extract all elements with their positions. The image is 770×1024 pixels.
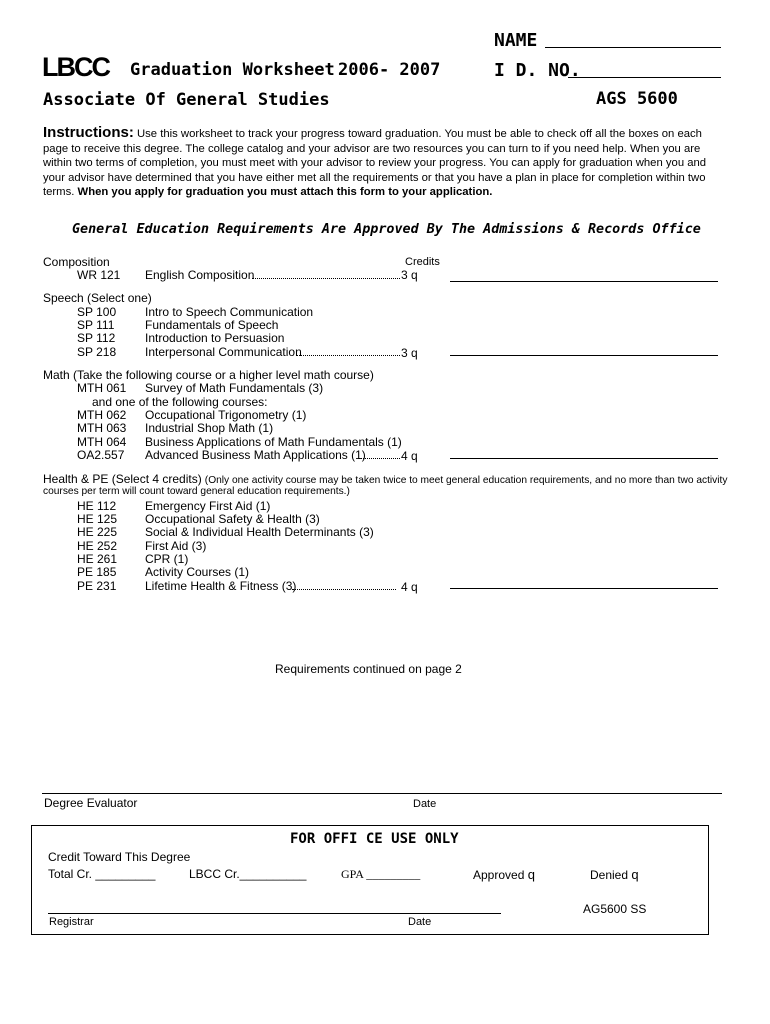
program-code: AGS 5600: [596, 89, 678, 109]
composition-signoff-line[interactable]: [450, 281, 718, 282]
evaluator-signature-line[interactable]: [42, 793, 722, 794]
name-field[interactable]: [545, 47, 721, 48]
health-note-2: courses per term will count toward general education requirements.): [43, 486, 350, 497]
health-credits[interactable]: 4 q: [401, 580, 418, 594]
denied-checkbox[interactable]: q: [631, 867, 639, 882]
name-label: NAME: [494, 30, 538, 51]
composition-credits[interactable]: 3 q: [401, 268, 418, 282]
instructions: Instructions: Use this worksheet to track your progress toward graduation. You must be able to check off all the boxes on each page to receive this degree. The college catalog and your advisor are two resources you can turn to if you need help. When you are within two terms of completion, you must meet with your advisor to review your progress. You can apply for graduation when you and your advisor have determined that you have either met all the requirements or that you have a plan in place for completion within two terms. When you apply for graduation you must attach this form to your application.: [43, 124, 707, 199]
continued-note: Requirements continued on page 2: [275, 662, 462, 676]
math-signoff-line[interactable]: [450, 458, 718, 459]
registrar-signature-line[interactable]: [48, 913, 501, 914]
speech-signoff-line[interactable]: [450, 355, 718, 356]
health-label: Health & PE (Select 4 credits): [43, 472, 202, 486]
math-label: Math (Take the following course or a higher level math course): [43, 368, 374, 382]
academic-year: 2006- 2007: [338, 60, 441, 80]
health-note: Health & PE (Select 4 credits) (Only one activity course may be taken twice to meet general education requirements, and no more than two activity: [43, 472, 728, 486]
instructions-label: Instructions:: [43, 124, 134, 141]
registrar-label: Registrar: [49, 916, 94, 928]
office-use-heading: FOR OFFI CE USE ONLY: [290, 831, 459, 847]
id-label: I D. NO.: [494, 60, 581, 81]
speech-label: Speech (Select one): [43, 291, 152, 305]
total-credits-field[interactable]: Total Cr. _________: [48, 867, 156, 881]
gpa-field[interactable]: GPA _________: [341, 867, 421, 881]
credits-column-label: Credits: [405, 256, 440, 268]
id-number-field[interactable]: [568, 77, 721, 78]
evaluator-label: Degree Evaluator: [44, 796, 138, 810]
gen-ed-heading: General Education Requirements Are Approved By The Admissions & Records Office: [72, 222, 701, 237]
form-code: AG5600 SS: [583, 902, 647, 916]
lbcc-credits-field[interactable]: LBCC Cr.__________: [189, 867, 307, 881]
degree-title: Associate Of General Studies: [43, 90, 330, 110]
math-credits[interactable]: 4 q: [401, 449, 418, 463]
denied-option[interactable]: Denied q: [590, 867, 639, 882]
composition-label: Composition: [43, 255, 110, 269]
registrar-date-label: Date: [408, 916, 432, 928]
speech-credits[interactable]: 3 q: [401, 346, 418, 360]
logo: LBCC: [42, 52, 109, 82]
evaluator-date-label: Date: [413, 798, 437, 810]
approved-checkbox[interactable]: q: [527, 867, 535, 882]
approved-option[interactable]: Approved q: [473, 867, 535, 882]
credit-toward-label: Credit Toward This Degree: [48, 850, 191, 864]
health-signoff-line[interactable]: [450, 588, 718, 589]
form-title: Graduation Worksheet: [130, 60, 335, 80]
math-and-one-note: and one of the following courses:: [92, 395, 268, 409]
